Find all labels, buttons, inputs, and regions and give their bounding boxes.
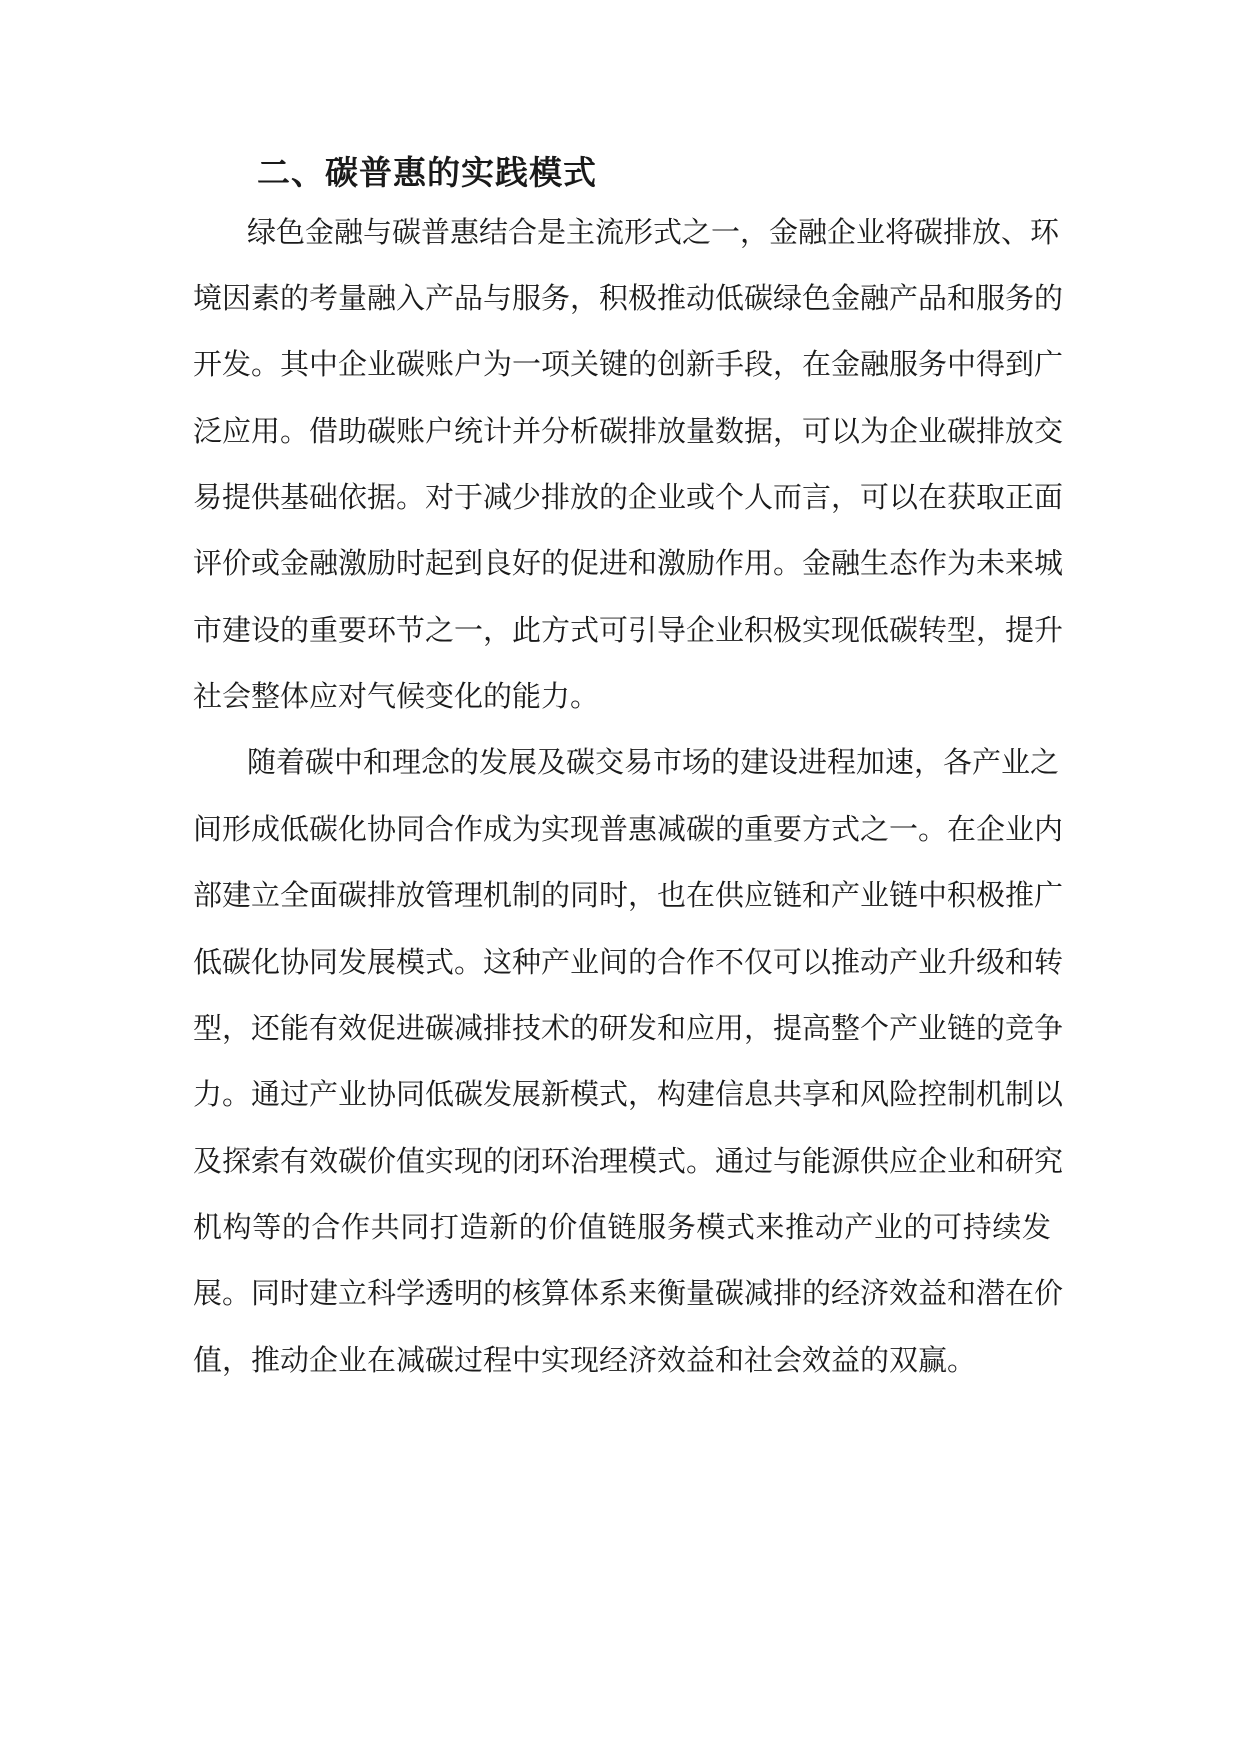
paragraph-1-line-2: 境因素的考量融入产品与服务，积极推动低碳绿色金融产品和服务的 xyxy=(193,281,1064,315)
paragraph-2-line-1: 随着碳中和理念的发展及碳交易市场的建设进程加速，各产业之 xyxy=(247,745,1060,779)
paragraph-2-line-9: 展。同时建立科学透明的核算体系来衡量碳减排的经济效益和潜在价 xyxy=(193,1276,1064,1310)
paragraph-2-line-5: 型，还能有效促进碳减排技术的研发和应用，提高整个产业链的竞争 xyxy=(193,1011,1064,1045)
section-heading: 二、碳普惠的实践模式 xyxy=(257,153,597,192)
paragraph-2-line-2: 间形成低碳化协同合作成为实现普惠减碳的重要方式之一。在企业内 xyxy=(193,812,1064,846)
paragraph-1-line-5: 易提供基础依据。对于减少排放的企业或个人而言，可以在获取正面 xyxy=(193,480,1064,514)
paragraph-1-line-7: 市建设的重要环节之一，此方式可引导企业积极实现低碳转型，提升 xyxy=(193,613,1064,647)
paragraph-2-line-3: 部建立全面碳排放管理机制的同时，也在供应链和产业链中积极推广 xyxy=(193,878,1064,912)
paragraph-1-line-6: 评价或金融激励时起到良好的促进和激励作用。金融生态作为未来城 xyxy=(193,546,1064,580)
paragraph-1-line-4: 泛应用。借助碳账户统计并分析碳排放量数据，可以为企业碳排放交 xyxy=(193,414,1064,448)
paragraph-2-line-8: 机构等的合作共同打造新的价值链服务模式来推动产业的可持续发 xyxy=(193,1210,1051,1244)
paragraph-2-line-10: 值，推动企业在减碳过程中实现经济效益和社会效益的双赢。 xyxy=(193,1343,977,1377)
paragraph-2-line-6: 力。通过产业协同低碳发展新模式，构建信息共享和风险控制机制以 xyxy=(193,1077,1064,1111)
paragraph-1-line-1: 绿色金融与碳普惠结合是主流形式之一，金融企业将碳排放、环 xyxy=(247,215,1060,249)
paragraph-2-line-7: 及探索有效碳价值实现的闭环治理模式。通过与能源供应企业和研究 xyxy=(193,1144,1064,1178)
paragraph-2-line-4: 低碳化协同发展模式。这种产业间的合作不仅可以推动产业升级和转 xyxy=(193,945,1064,979)
paragraph-1-line-3: 开发。其中企业碳账户为一项关键的创新手段，在金融服务中得到广 xyxy=(193,347,1064,381)
paragraph-1-line-8: 社会整体应对气候变化的能力。 xyxy=(193,679,600,713)
